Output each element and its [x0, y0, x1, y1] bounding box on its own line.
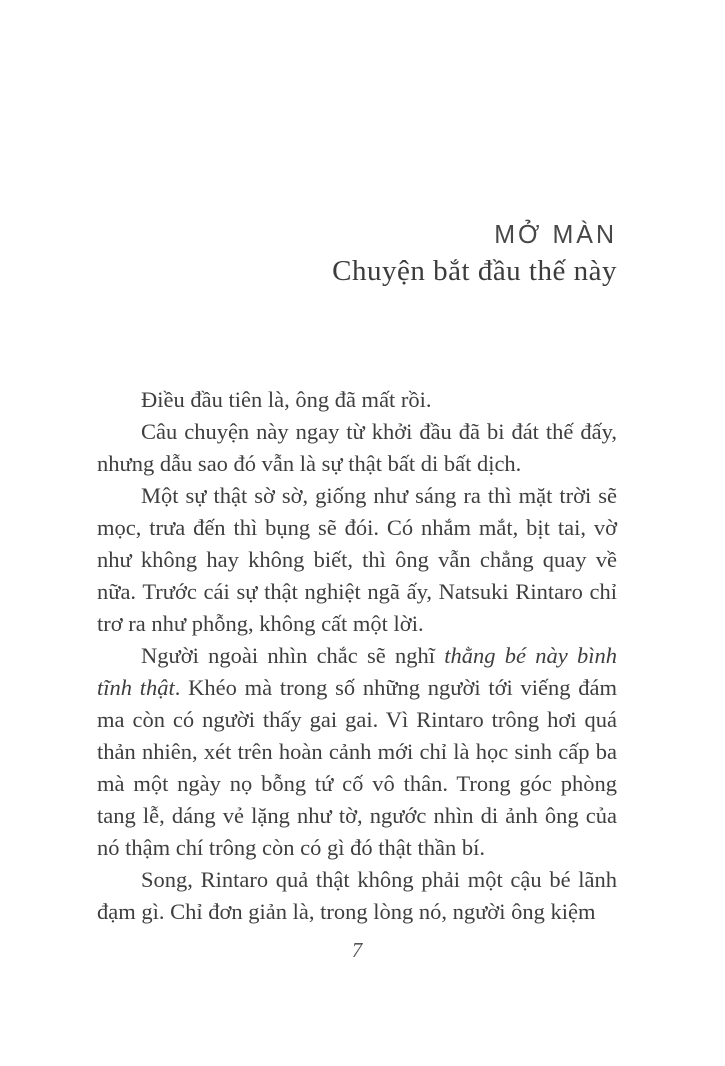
italic-phrase: thằng bé này bình tĩnh thật [97, 643, 617, 700]
paragraph [97, 864, 617, 928]
chapter-title: Chuyện bắt đầu thế này [332, 255, 617, 287]
body-text [97, 384, 617, 928]
paragraph [97, 480, 617, 640]
page-content [97, 0, 617, 928]
text-run: Một sự thật sờ sờ, giống như sáng ra thì mặt trời sẽ mọc, trưa đến thì bụng sẽ đói. Có nhắm mắt, bịt tai, vờ như không hay không biết, thì ông vẫn chẳng quay về nữa. Trước cái sự thật nghiệt ngã ấy, Natsuki Rintaro chỉ trơ ra như phỗng, không cất một lời. [97, 483, 617, 636]
paragraph [97, 416, 617, 480]
text-run: Song, Rintaro quả thật không phải một cậu bé lãnh đạm gì. Chỉ đơn giản là, trong lòng nó, người ông kiệm [97, 867, 617, 924]
paragraph [97, 384, 617, 416]
section-kicker: MỞ MÀN [494, 220, 617, 250]
text-run: . Khéo mà trong số những người tới viếng đám ma còn có người thấy gai gai. Vì Rintaro trông hơi quá thản nhiên, xét trên hoàn cảnh mới chỉ là học sinh cấp ba mà một ngày nọ bỗng tứ cố vô thân. Trong góc phòng tang lễ, dáng vẻ lặng như tờ, ngước nhìn di ảnh ông của nó thậm chí trông còn có gì đó thật thần bí. [97, 675, 618, 860]
text-run: Điều đầu tiên là, ông đã mất rồi. [141, 387, 432, 412]
text-run: Người ngoài nhìn chắc sẽ nghĩ [141, 643, 445, 668]
paragraph [97, 640, 617, 864]
text-run: Câu chuyện này ngay từ khởi đầu đã bi đát thế đấy, nhưng dẫu sao đó vẫn là sự thật bất di bất dịch. [97, 419, 617, 476]
page-number: 7 [351, 938, 363, 962]
